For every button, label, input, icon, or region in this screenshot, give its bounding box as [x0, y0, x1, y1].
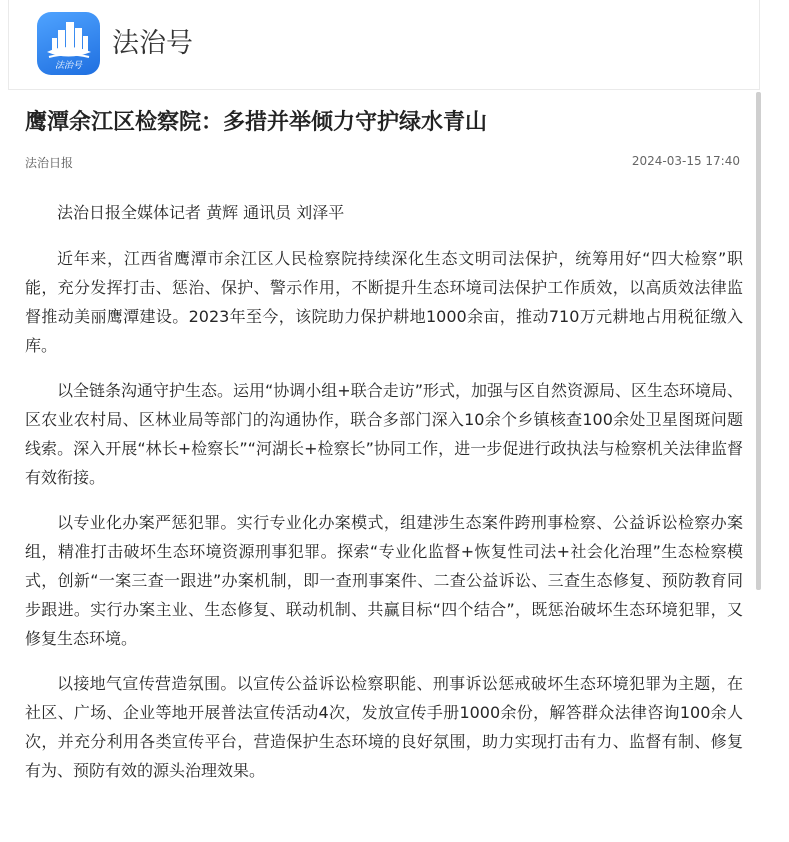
article-source[interactable]: 法治日报	[25, 156, 74, 170]
article-title: 鹰潭余江区检察院：多措并举倾力守护绿水青山	[25, 110, 488, 135]
article-body	[25, 198, 743, 785]
logo-caption: 法治号	[54, 61, 82, 71]
skyscraper-logo-icon[interactable]	[37, 12, 100, 75]
article-paragraph: 以接地气宣传营造氛围。以宣传公益诉讼检察职能、刑事诉讼惩戒破坏生态环境犯罪为主题，在社区、广场、企业等地开展普法宣传活动4次，发放宣传手册1000余份，解答群众法律咨询100余人次，并充分利用各类宣传平台，营造保护生态环境的良好氛围，助力实现打击有力、监督有制、修复有为、预防有效的源头治理效果。	[25, 674, 743, 780]
article-paragraph: 以专业化办案严惩犯罪。实行专业化办案模式，组建涉生态案件跨刑事检察、公益诉讼检察办案组，精准打击破坏生态环境资源刑事犯罪。探索“专业化监督+恢复性司法+社会化治理”生态检察模式，创新“一案三查一跟进”办案机制，即一查刑事案件、二查公益诉讼、三查生态修复、预防教育同步跟进。实行办案主业、生态修复、联动机制、共赢目标“四个结合”，既惩治破坏生态环境犯罪，又修复生态环境。	[25, 513, 743, 648]
brand-name[interactable]: 法治号	[112, 28, 193, 59]
vertical-scrollbar[interactable]	[756, 92, 761, 590]
article-byline: 法治日报全媒体记者 黄辉 通讯员 刘泽平	[57, 203, 345, 222]
article-paragraph: 以全链条沟通守护生态。运用“协调小组+联合走访”形式，加强与区自然资源局、区生态环境局、区农业农村局、区林业局等部门的沟通协作，联合多部门深入10余个乡镇核查100余处卫星图斑问题线索。深入开展“林长+检察长”“河湖长+检察长”协同工作，进一步促进行政执法与检察机关法律监督有效衔接。	[25, 381, 743, 487]
article-paragraph: 近年来，江西省鹰潭市余江区人民检察院持续深化生态文明司法保护，统筹用好“四大检察”职能，充分发挥打击、惩治、保护、警示作用，不断提升生态环境司法保护工作质效，以高质效法律监督推动美丽鹰潭建设。2023年至今，该院助力保护耕地1000余亩，推动710万元耕地占用税征缴入库。	[25, 249, 743, 355]
article-datetime: 2024-03-15 17:40	[631, 154, 740, 168]
article-meta	[25, 154, 743, 174]
app-header	[8, 0, 760, 90]
article	[25, 104, 743, 801]
